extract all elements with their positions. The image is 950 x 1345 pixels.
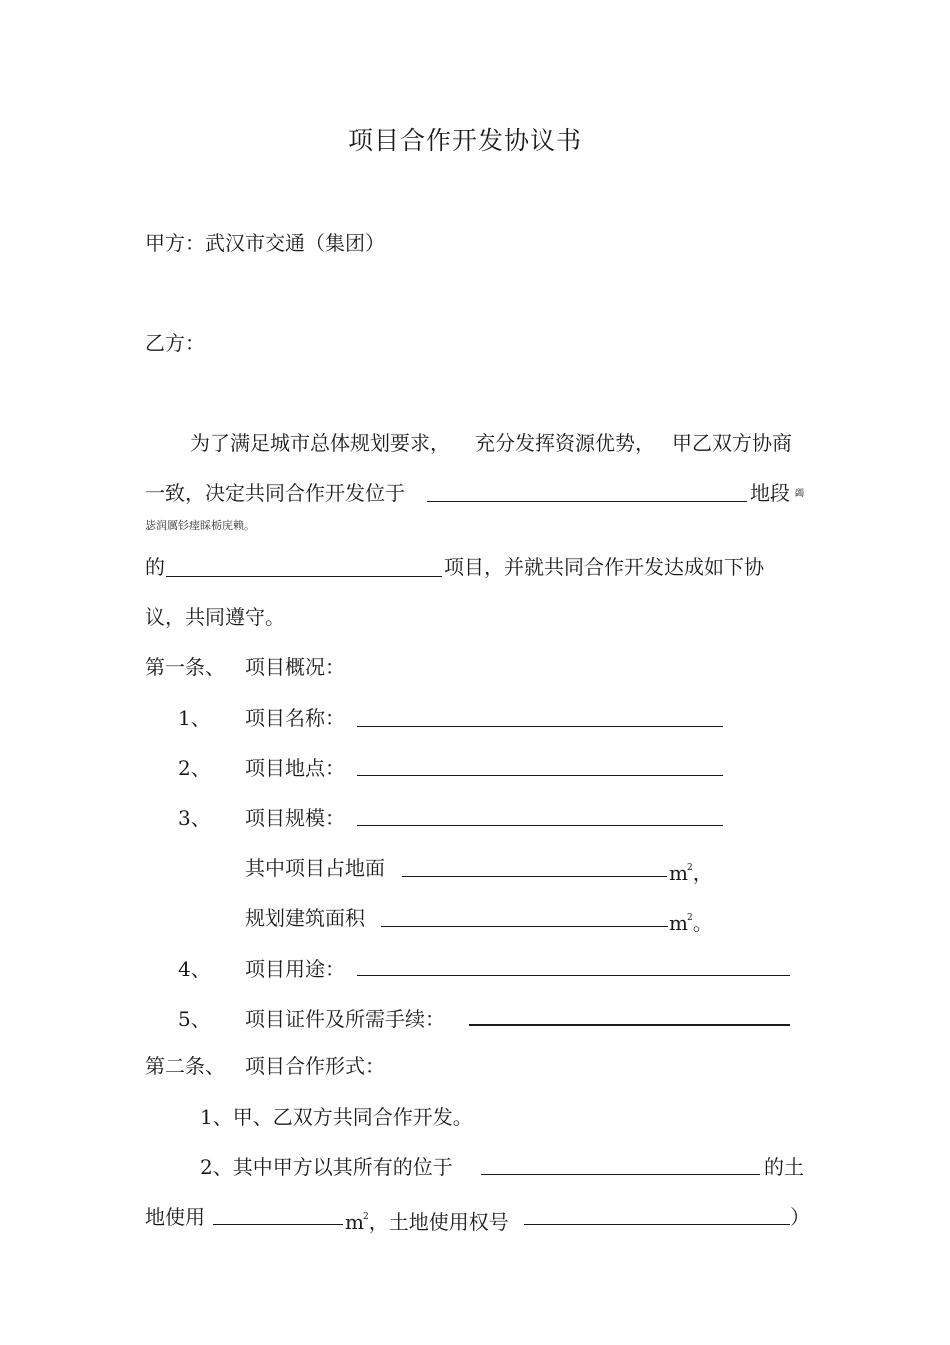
land-location-blank[interactable] — [481, 1174, 760, 1175]
site-location-blank[interactable] — [427, 501, 747, 502]
land-area-unit: m — [669, 861, 688, 885]
item2-blank[interactable] — [357, 775, 723, 776]
item3-blank[interactable] — [357, 825, 723, 826]
article2-line-end: ） — [790, 1205, 810, 1229]
intro-line3-a: 的 — [145, 555, 165, 579]
land-right-number-blank[interactable] — [524, 1224, 790, 1225]
intro-line2-tail: 蠲 — [795, 489, 805, 499]
item1-blank[interactable] — [357, 726, 723, 727]
item4-blank[interactable] — [357, 975, 790, 976]
land-area-label: 其中项目占地面 — [245, 856, 385, 880]
article2-heading-text: 项目合作形式： — [245, 1054, 385, 1078]
project-name-blank[interactable] — [166, 576, 442, 577]
item5-num: 5、 — [178, 1007, 211, 1031]
party-b: 乙方： — [145, 331, 205, 355]
item1-num: 1、 — [178, 706, 211, 730]
item4-num: 4、 — [178, 957, 211, 981]
intro-line1-b: 充分发挥资源优势， — [475, 431, 655, 455]
article2-line-b: ，土地使用权号 — [368, 1210, 509, 1234]
land-use-area-blank[interactable] — [213, 1224, 343, 1225]
article2-line-a: 地使用 — [145, 1205, 205, 1229]
land-use-sup: 2 — [362, 1212, 369, 1222]
party-a: 甲方：武汉市交通（集团） — [145, 231, 385, 255]
article2-item2-a: 2、其中甲方以其所有的位于 — [200, 1155, 453, 1179]
floor-area-label: 规划建筑面积 — [245, 906, 365, 930]
intro-line1-c: 甲乙双方协商 — [672, 431, 792, 455]
land-use-unit: m — [345, 1210, 364, 1234]
intro-line1-a: 为了满足城市总体规划要求， — [190, 431, 450, 455]
article1-heading-text: 项目概况： — [245, 655, 345, 679]
floor-area-unit-group — [669, 905, 713, 936]
article2-item2-b: 的土 — [764, 1155, 804, 1179]
intro-line3-b: 项目，并就共同合作开发达成如下协 — [444, 555, 764, 579]
floor-area-unit: m — [669, 911, 688, 935]
article2-item1: 1、甲、乙双方共同合作开发。 — [200, 1105, 473, 1129]
item5-blank[interactable] — [469, 1024, 790, 1026]
item3-label: 项目规模： — [245, 806, 345, 830]
intro-line4: 议，共同遵守。 — [145, 605, 285, 629]
garbled-note: 毖润厲钐瘗睬栃庑赖。 — [145, 519, 255, 532]
item4-label: 项目用途： — [245, 957, 345, 981]
floor-area-tail: 。 — [692, 911, 713, 935]
item3-num: 3、 — [178, 806, 211, 830]
floor-area-blank[interactable] — [381, 926, 668, 927]
article2-heading-num: 第二条、 — [145, 1054, 225, 1078]
land-area-blank[interactable] — [402, 876, 667, 877]
item2-num: 2、 — [178, 756, 211, 780]
item5-label: 项目证件及所需手续： — [245, 1007, 445, 1031]
intro-line2-a: 一致，决定共同合作开发位于 — [145, 481, 405, 505]
item2-label: 项目地点： — [245, 756, 345, 780]
land-area-tail: ， — [692, 861, 713, 885]
land-area-sup: 2 — [686, 863, 693, 873]
land-use-unit-group — [345, 1204, 509, 1235]
floor-area-sup: 2 — [686, 913, 693, 923]
article1-heading-num: 第一条、 — [145, 655, 225, 679]
document-title: 项目合作开发协议书 — [347, 126, 582, 155]
intro-line2-b: 地段 — [750, 481, 790, 505]
land-area-unit-group — [669, 855, 713, 886]
item1-label: 项目名称： — [245, 706, 345, 730]
